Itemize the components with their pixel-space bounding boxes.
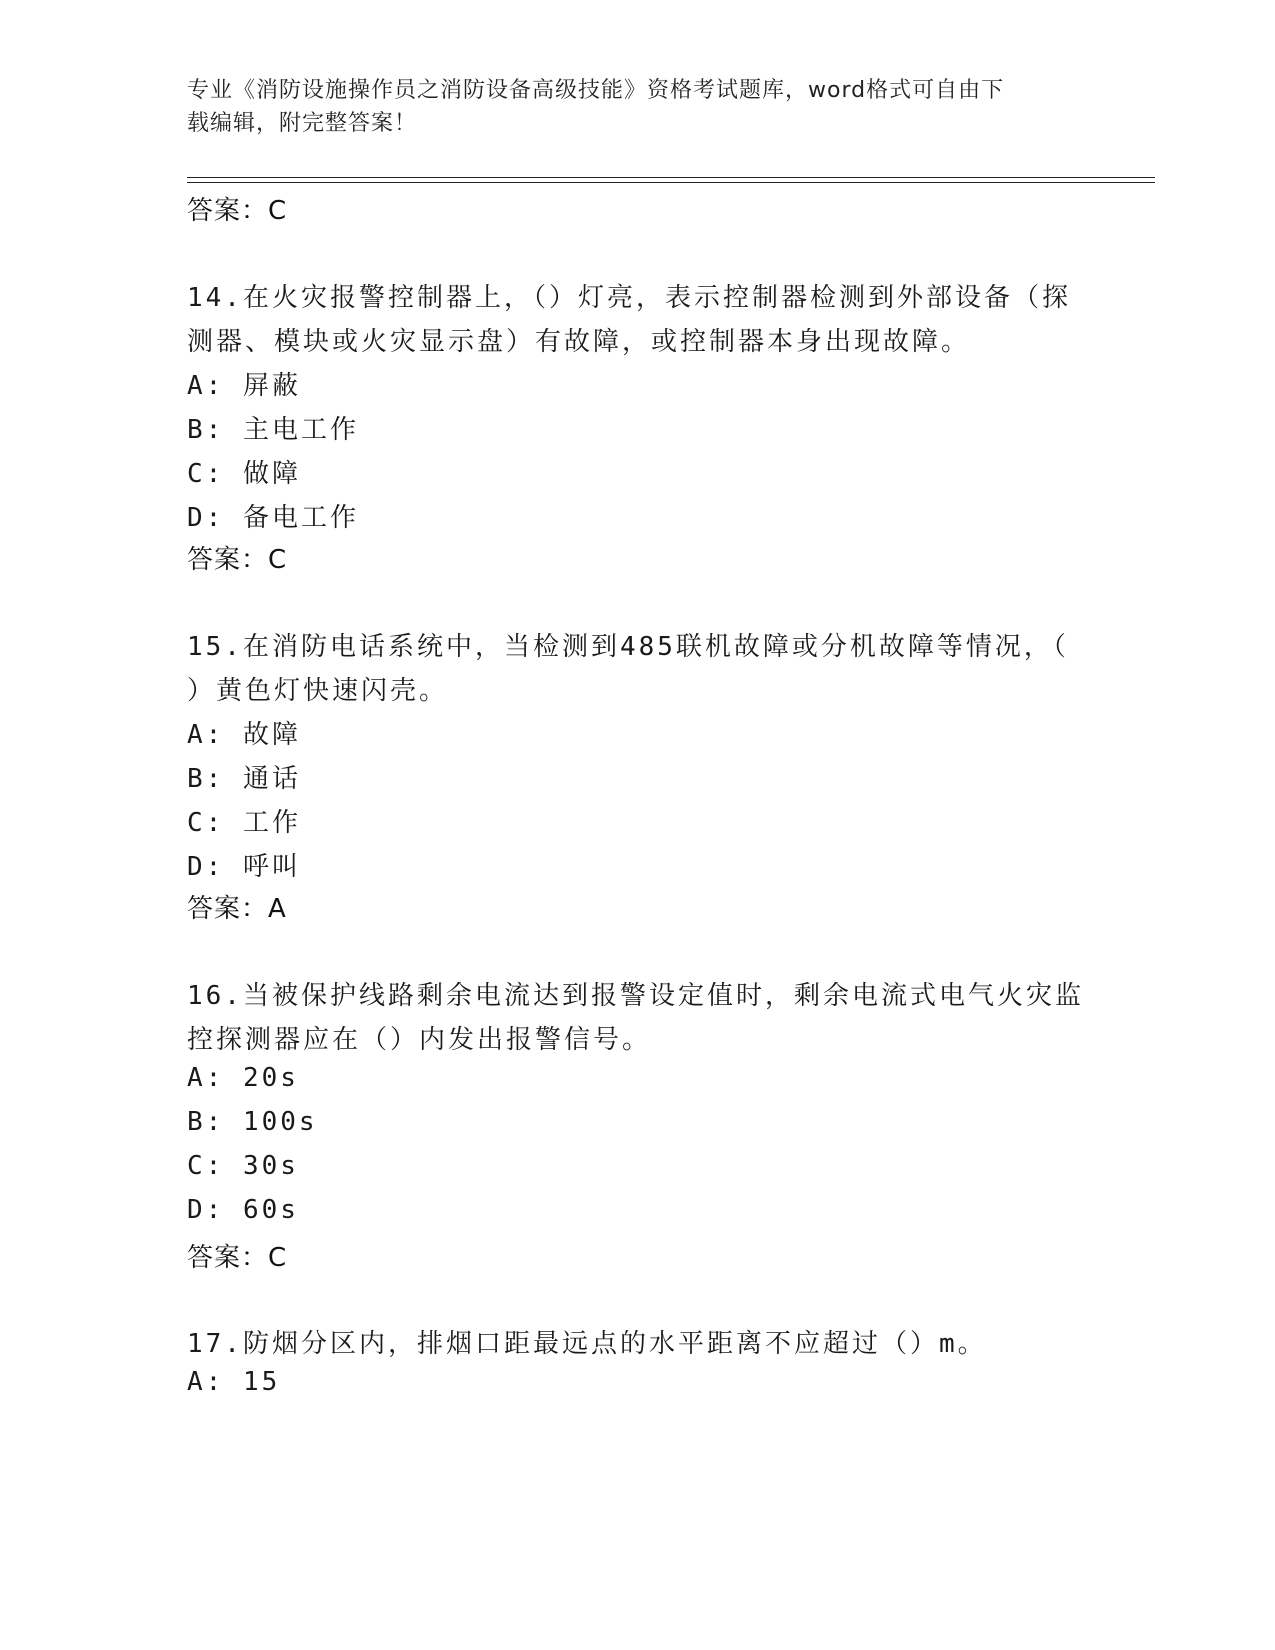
- question-15-stem-line-2: ）黄色灯快速闪壳。: [187, 676, 449, 706]
- question-15-option-b: B: 通话: [187, 764, 301, 794]
- question-16-stem-line-2: 控探测器应在（）内发出报警信号。: [187, 1025, 652, 1055]
- header-rule-bottom: [187, 182, 1155, 183]
- document-header: [187, 74, 1067, 140]
- header-rule-top: [187, 177, 1155, 178]
- question-15-option-d: D: 呼叫: [187, 852, 301, 882]
- question-14-option-b: B: 主电工作: [187, 415, 359, 445]
- question-14-option-c: C: 做障: [187, 459, 301, 489]
- question-16-option-c: C: 30s: [187, 1151, 299, 1181]
- question-14-option-d: D: 备电工作: [187, 503, 359, 533]
- question-16-option-d: D: 60s: [187, 1195, 299, 1225]
- question-16-option-a: A: 20s: [187, 1063, 299, 1093]
- header-line-2: 载编辑，附完整答案！: [187, 111, 418, 136]
- question-15-answer: 答案：A: [187, 894, 287, 924]
- previous-answer: 答案：C: [187, 196, 288, 226]
- question-17-stem-line-1: 17.防烟分区内，排烟口距最远点的水平距离不应超过（）m。: [187, 1329, 987, 1359]
- question-16-stem-line-1: 16.当被保护线路剩余电流达到报警设定值时，剩余电流式电气火灾监: [187, 981, 1084, 1011]
- question-14-stem-line-2: 测器、模块或火灾显示盘）有故障，或控制器本身出现故障。: [187, 327, 971, 357]
- question-14-answer: 答案：C: [187, 545, 288, 575]
- question-14-stem-line-1: 14.在火灾报警控制器上，（）灯亮，表示控制器检测到外部设备（探: [187, 283, 1071, 313]
- question-15-option-a: A: 故障: [187, 720, 301, 750]
- question-16-option-b: B: 100s: [187, 1107, 318, 1137]
- question-16-answer: 答案：C: [187, 1243, 288, 1273]
- question-14-option-a: A: 屏蔽: [187, 371, 301, 401]
- question-15-option-c: C: 工作: [187, 808, 301, 838]
- question-15-stem-line-1: 15.在消防电话系统中，当检测到485联机故障或分机故障等情况，（: [187, 632, 1069, 662]
- question-17-option-a: A: 15: [187, 1367, 281, 1397]
- header-line-1: 专业《消防设施操作员之消防设备高级技能》资格考试题库，word格式可自由下: [187, 78, 1005, 103]
